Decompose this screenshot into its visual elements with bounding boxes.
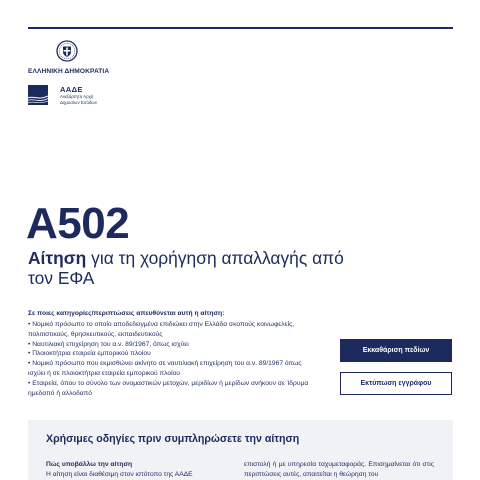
government-name: ΕΛΛΗΝΙΚΗ ΔΗΜΟΚΡΑΤΙΑ (28, 68, 110, 75)
category-item: • Νομικό πρόσωπο που εκμισθώνει ακίνητο σε ναυτιλιακή επιχείρηση του α.ν. 89/1967 όπως ισχύει ή σε πλοιοκτήτρια εταιρεία εμπορικού πλοίου (28, 360, 302, 377)
authority-acronym: ΑΑΔΕ (60, 85, 83, 94)
clear-fields-button[interactable]: Εκκαθάριση πεδίων (340, 339, 452, 362)
print-document-button[interactable]: Εκτύπωση εγγράφου (340, 372, 452, 395)
categories-list (28, 320, 318, 398)
guide-left-subheading: Πώς υποβάλλω την αίτηση (46, 461, 133, 468)
authority-full-name-line1: Ανεξάρτητη Αρχή (60, 94, 94, 99)
category-item: • Ναυτιλιακή επιχείρηση του α.ν. 89/1967, όπως ισχύει (28, 340, 189, 348)
hellenic-emblem-icon (56, 40, 78, 62)
guide-left-column (46, 460, 236, 480)
top-divider (28, 27, 453, 29)
guide-title: Χρήσιμες οδηγίες πριν συμπληρώσετε την αίτηση (46, 433, 300, 445)
form-title-bold: Αίτηση (28, 248, 87, 268)
form-title-rest: για τη χορήγηση απαλλαγής από τον ΕΦΑ (28, 248, 344, 288)
guide-right-column: επιστολή ή με υπηρεσία ταχυμεταφοράς. Επισημαίνεται ότι στις περιπτώσεις αυτές, απαιτείται η θεώρηση του (244, 461, 434, 478)
guide-left-text: Η αίτηση είναι διαθέσιμη στον ιστότοπο της ΑΑΔΕ (46, 470, 193, 478)
category-item: • Πλοιοκτήτρια εταιρεία εμπορικού πλοίου (28, 350, 151, 358)
categories-heading: Σε ποιες κατηγορίες/περιπτώσεις απευθύνεται αυτή η αίτηση: (28, 310, 225, 317)
form-code: Α502 (26, 199, 130, 248)
authority-full-name-line2: Δημοσίων Εσόδων (60, 99, 98, 105)
aade-logo-icon (28, 85, 48, 105)
category-item: • Νομικό πρόσωπο το οποίο αποδεδειγμένα επιδιώκει στην Ελλάδα σκοπούς κοινωφελείς, πολιτιστικούς, θρησκευτικούς, εκπαιδευτικούς (28, 321, 295, 338)
form-title (28, 248, 358, 288)
authority-full-name (60, 94, 120, 105)
guide-section (28, 420, 453, 480)
category-item: • Εταιρεία, όπου το σύνολο των ονομαστικών μετοχών, μεριδίων ή μερίδων ανήκουν σε Ίδρυμα ημεδαπό ή αλλοδαπό (28, 379, 309, 397)
